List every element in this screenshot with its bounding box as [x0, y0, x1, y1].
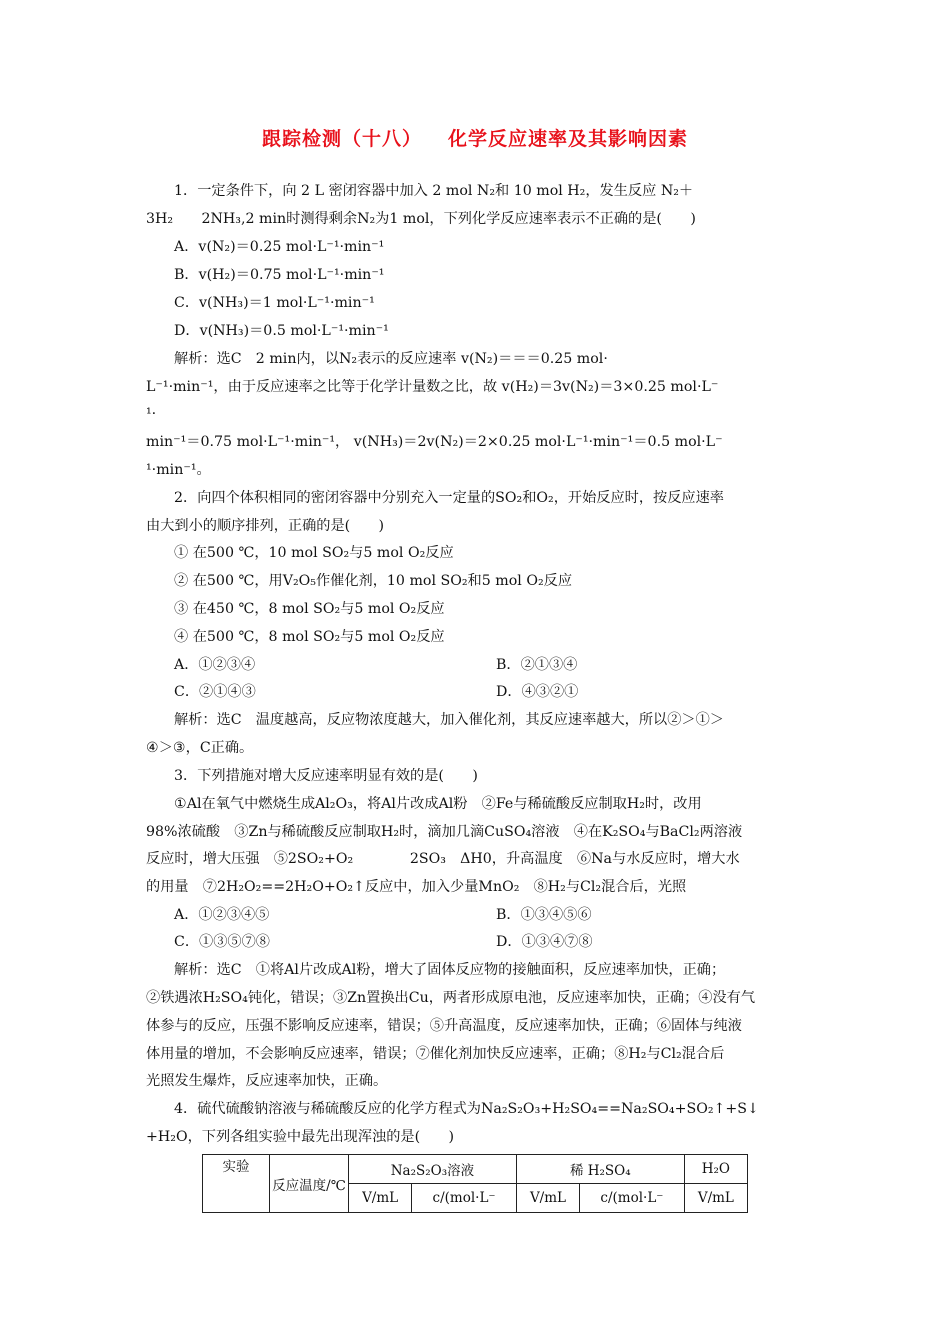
q3-stem: 3．下列措施对增大反应速率明显有效的是( )	[174, 768, 478, 784]
q1-analysis-line4: min⁻¹＝0.75 mol·L⁻¹·min⁻¹， v(NH₃)＝2v(N₂)＝2×0.25 mol·L⁻¹·min⁻¹＝0.5 mol·L⁻	[146, 434, 723, 450]
q1-analysis-line2: L⁻¹·min⁻¹，由于反应速率之比等于化学计量数之比，故 v(H₂)＝3v(N₂)＝3×0.25 mol·L⁻	[146, 379, 719, 395]
q1-option-b: B．v(H₂)＝0.75 mol·L⁻¹·min⁻¹	[174, 267, 385, 283]
q2-analysis-line2: ④＞③，C正确。	[146, 740, 254, 756]
header-temperature: 反应温度/℃	[270, 1155, 349, 1213]
q1-analysis-line5: ¹·min⁻¹。	[146, 462, 211, 478]
q2-item-4: ④ 在500 ℃，8 mol SO₂与5 mol O₂反应	[174, 629, 445, 645]
header-na2s2o3: Na₂S₂O₃溶液	[349, 1155, 517, 1184]
q3-option-b: B．①③④⑤⑥	[496, 907, 592, 923]
header-h2o: H₂O	[684, 1155, 747, 1184]
q3-analysis-line4: 体用量的增加，不会影响反应速率，错误；⑦催化剂加快反应速率，正确；⑧H₂与Cl₂混合后	[146, 1046, 725, 1062]
subheader-volume: V/mL	[684, 1184, 747, 1213]
q2-item-3: ③ 在450 ℃，8 mol SO₂与5 mol O₂反应	[174, 601, 445, 617]
q4-stem-line2: +H₂O，下列各组实验中最先出现浑浊的是( )	[146, 1129, 455, 1145]
q2-option-b: B．②①③④	[496, 657, 578, 673]
q1-analysis-line1: 解析：选C 2 min内，以N₂表示的反应速率 v(N₂)＝＝＝0.25 mol·	[174, 351, 608, 367]
q3-option-a: A．①②③④⑤	[174, 907, 270, 923]
q1-stem-line1: 1．一定条件下，向 2 L 密闭容器中加入 2 mol N₂和 10 mol H₂，发生反应 N₂＋	[174, 183, 694, 199]
q2-analysis-line1: 解析：选C 温度越高，反应物浓度越大，加入催化剂，其反应速率越大，所以②＞①＞	[174, 712, 724, 728]
experiment-table	[202, 1154, 748, 1213]
subheader-concentration: c/(mol·L⁻	[412, 1184, 517, 1213]
q2-stem-line2: 由大到小的顺序排列，正确的是( )	[146, 518, 385, 534]
q4-stem-line1: 4．硫代硫酸钠溶液与稀硫酸反应的化学方程式为Na₂S₂O₃+H₂SO₄==Na₂SO₄+SO₂↑+S↓	[174, 1101, 759, 1117]
q2-stem-line1: 2．向四个体积相同的密闭容器中分别充入一定量的SO₂和O₂，开始反应时，按反应速率	[174, 490, 724, 506]
q3-items-line4: 的用量 ⑦2H₂O₂==2H₂O+O₂↑反应中，加入少量MnO₂ ⑧H₂与Cl₂混合后，光照	[146, 879, 687, 895]
q1-option-d: D．v(NH₃)＝0.5 mol·L⁻¹·min⁻¹	[174, 323, 389, 339]
q2-item-2: ② 在500 ℃，用V₂O₅作催化剂，10 mol SO₂和5 mol O₂反应	[174, 573, 573, 589]
subheader-volume: V/mL	[516, 1184, 579, 1213]
q3-items-line3: 反应时，增大压强 ⑤2SO₂+O₂ 2SO₃ ΔH0，升高温度 ⑥Na与水反应时，增大水	[146, 851, 740, 867]
header-h2so4: 稀 H₂SO₄	[516, 1155, 684, 1184]
q3-option-c: C．①③⑤⑦⑧	[174, 934, 270, 950]
page-title	[0, 124, 950, 151]
q2-option-d: D．④③②①	[496, 684, 579, 700]
header-experiment: 实验	[203, 1155, 270, 1213]
q3-analysis-line2: ②铁遇浓H₂SO₄钝化，错误；③Zn置换出Cu，两者形成原电池，反应速率加快，正确；④没有气	[146, 990, 756, 1006]
q1-stem-line2: 3H₂ 2NH₃,2 min时测得剩余N₂为1 mol，下列化学反应速率表示不正确的是( )	[146, 211, 696, 227]
title-left: 跟踪检测（十八）	[261, 128, 422, 150]
q2-item-1: ① 在500 ℃，10 mol SO₂与5 mol O₂反应	[174, 545, 454, 561]
q3-items-line2: 98%浓硫酸 ③Zn与稀硫酸反应制取H₂时，滴加几滴CuSO₄溶液 ④在K₂SO₄与BaCl₂两溶液	[146, 824, 743, 840]
q1-option-c: C．v(NH₃)＝1 mol·L⁻¹·min⁻¹	[174, 295, 375, 311]
q3-items-line1: ①Al在氧气中燃烧生成Al₂O₃，将Al片改成Al粉 ②Fe与稀硫酸反应制取H₂时，改用	[174, 796, 702, 812]
q3-analysis-line1: 解析：选C ①将Al片改成Al粉，增大了固体反应物的接触面积，反应速率加快，正确；	[174, 962, 726, 978]
subheader-volume: V/mL	[349, 1184, 412, 1213]
q1-analysis-line3: ¹·	[146, 406, 157, 422]
q3-analysis-line3: 体参与的反应，压强不影响反应速率，错误；⑤升高温度，反应速率加快，正确；⑥固体与纯液	[146, 1018, 742, 1034]
q3-option-d: D．①③④⑦⑧	[496, 934, 593, 950]
q3-analysis-line5: 光照发生爆炸，反应速率加快，正确。	[146, 1073, 388, 1089]
title-right: 化学反应速率及其影响因素	[448, 128, 689, 150]
q2-option-c: C．②①④③	[174, 684, 256, 700]
subheader-concentration: c/(mol·L⁻	[580, 1184, 685, 1213]
q2-option-a: A．①②③④	[174, 657, 256, 673]
q1-option-a: A．v(N₂)＝0.25 mol·L⁻¹·min⁻¹	[174, 239, 385, 255]
